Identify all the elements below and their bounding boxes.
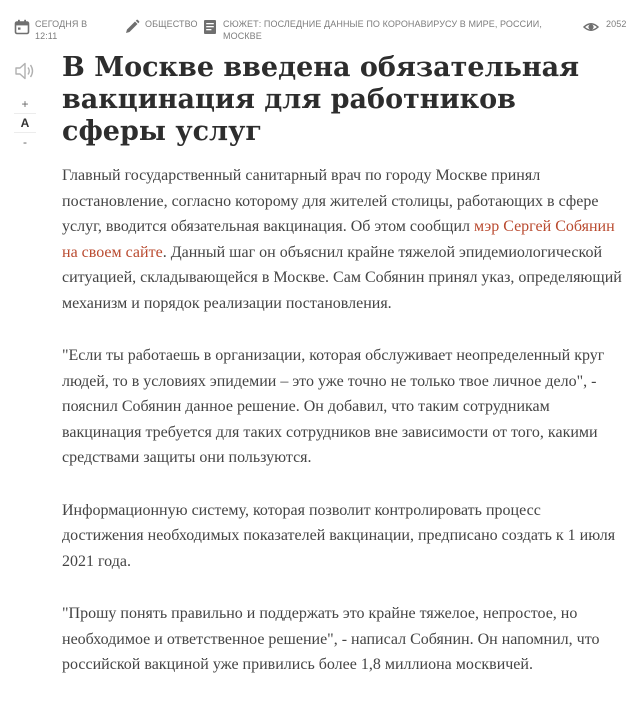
paragraph-1-text-start: Главный государственный санитарный врач по городу Москве принял постановление, согласно которому для жителей столицы, работающих в сфере услуг, вводится обязательная вакцинация. Об этом сообщил xyxy=(62,167,599,235)
article-paragraph-4: "Прошу понять правильно и поддержать это крайне тяжелое, непростое, но необходимое и ответственное решение", - написал Собянин. Он напомнил, что российской вакциной уже привились более 1,8 миллиона москвичей. xyxy=(62,605,600,673)
calendar-icon xyxy=(14,19,30,35)
font-default-button[interactable]: A xyxy=(14,114,36,133)
category-link[interactable] xyxy=(124,18,198,35)
article-paragraph-3: Информационную систему, которая позволит контролировать процесс достижения необходимых показателей вакцинации, предписано создать к 1 июля 2021 года. xyxy=(62,501,616,570)
article-meta-bar xyxy=(0,18,640,44)
mayor-site-link[interactable]: мэр Сергей Собянин на своем сайте xyxy=(62,218,615,261)
story-text[interactable]: СЮЖЕТ: ПОСЛЕДНИЕ ДАННЫЕ ПО КОРОНАВИРУСУ В МИРЕ, РОССИИ, МОСКВЕ xyxy=(223,19,542,41)
pencil-icon xyxy=(124,19,140,35)
document-icon xyxy=(202,19,218,35)
eye-icon xyxy=(582,19,600,35)
article-title: В Москве введена обязательная вакцинация для работников сферы услуг xyxy=(62,52,580,147)
listen-button[interactable] xyxy=(14,61,38,81)
story-link[interactable] xyxy=(202,18,557,42)
article-paragraph-1 xyxy=(62,163,622,316)
speaker-icon xyxy=(14,61,38,81)
view-count-text: 2052 xyxy=(606,19,627,29)
font-size-controls xyxy=(14,95,36,152)
category-text[interactable]: ОБЩЕСТВО xyxy=(145,19,198,29)
font-increase-button[interactable]: + xyxy=(14,95,36,114)
view-count xyxy=(582,18,636,35)
paragraph-1-text-end: . Данный шаг он объяснил крайне тяжелой эпидемиологической ситуацией, складывающейся в Москве. Сам Собянин принял указ, определяющий механизм и порядок реализации постановления. xyxy=(62,243,622,312)
publish-date-text: СЕГОДНЯ В 12:11 xyxy=(35,19,88,41)
font-decrease-button[interactable]: - xyxy=(23,135,27,149)
article-paragraph-2: "Если ты работаешь в организации, которая обслуживает неопределенный круг людей, то в условиях эпидемии – это уже точно не только твое личное дело", - пояснил Собянин данное решение. Он добавил, что таким сотрудникам вакцинация требуется для таких сотрудников вне зависимости от того, какими средствами защиты они пользуются. xyxy=(62,347,605,466)
article-body xyxy=(62,163,622,705)
publish-date xyxy=(14,18,97,42)
